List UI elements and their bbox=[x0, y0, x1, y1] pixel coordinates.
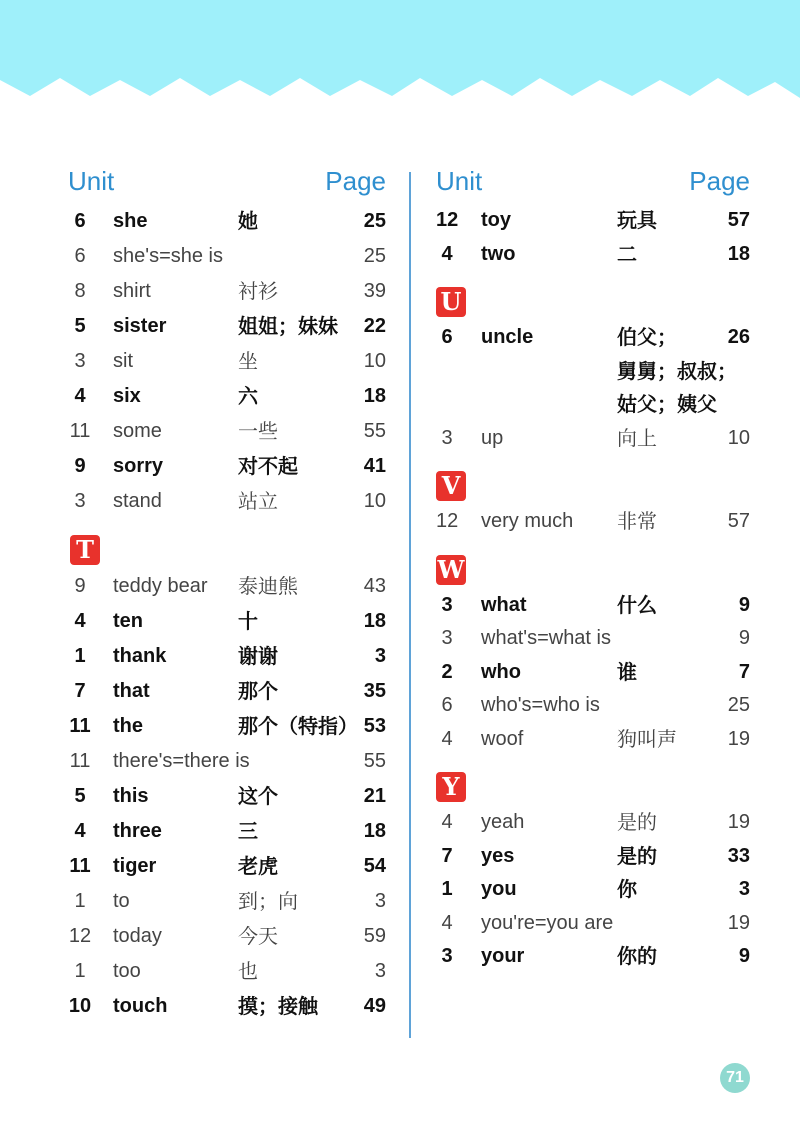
glossary-entry bbox=[68, 484, 386, 519]
glossary-entry bbox=[68, 674, 386, 709]
word: shirt bbox=[113, 280, 151, 302]
page-number: 54 bbox=[363, 855, 386, 877]
glossary-entry bbox=[68, 884, 386, 919]
letter-badge-y: Y bbox=[436, 772, 466, 802]
chinese-meaning: 三 bbox=[238, 819, 258, 843]
glossary-entry bbox=[68, 989, 386, 1024]
chinese-meaning: 也 bbox=[238, 959, 258, 983]
glossary-entry bbox=[436, 907, 750, 941]
chinese-meaning: 十 bbox=[238, 609, 258, 633]
chinese-meaning: 衬衫 bbox=[238, 279, 278, 303]
glossary-entry bbox=[436, 505, 750, 539]
unit-number: 6 bbox=[441, 326, 453, 348]
glossary-entry bbox=[68, 344, 386, 379]
word: sister bbox=[113, 315, 167, 337]
letter-section-t bbox=[68, 519, 386, 569]
page-number: 21 bbox=[363, 785, 386, 807]
glossary-entry bbox=[68, 814, 386, 849]
word: sorry bbox=[113, 455, 164, 477]
unit-number: 12 bbox=[68, 925, 92, 947]
glossary-entry bbox=[68, 414, 386, 449]
glossary-entry bbox=[68, 569, 386, 604]
word: tiger bbox=[113, 855, 157, 877]
letter-badge-u: U bbox=[436, 287, 466, 317]
glossary-entry bbox=[68, 604, 386, 639]
glossary-entry bbox=[436, 622, 750, 656]
page-number: 18 bbox=[727, 242, 750, 265]
top-zigzag-banner bbox=[0, 0, 800, 110]
chinese-meaning: 狗叫声 bbox=[617, 726, 677, 751]
word: thank bbox=[113, 645, 167, 667]
right-header bbox=[436, 166, 750, 204]
glossary-entry bbox=[436, 873, 750, 907]
chinese-meaning: 非常 bbox=[617, 509, 657, 533]
unit-number: 6 bbox=[74, 245, 86, 267]
word: three bbox=[113, 820, 162, 842]
glossary-entry bbox=[68, 239, 386, 274]
chinese-meaning: 什么 bbox=[617, 592, 657, 617]
page-number-badge: 71 bbox=[720, 1063, 750, 1093]
unit-number: 4 bbox=[74, 610, 86, 632]
unit-number: 6 bbox=[74, 210, 86, 232]
chinese-meaning: 二 bbox=[617, 241, 637, 266]
unit-number: 1 bbox=[441, 878, 453, 900]
banner-shape bbox=[0, 0, 800, 98]
glossary-entry bbox=[436, 806, 750, 840]
column-divider bbox=[409, 172, 411, 1038]
word: toy bbox=[481, 209, 511, 231]
word: the bbox=[113, 715, 143, 737]
word: she bbox=[113, 210, 148, 232]
word: uncle bbox=[481, 326, 534, 348]
glossary-entry bbox=[68, 274, 386, 309]
page-number: 10 bbox=[727, 426, 750, 449]
glossary-entry bbox=[436, 689, 750, 723]
word: today bbox=[113, 925, 162, 947]
page-number: 10 bbox=[363, 490, 386, 512]
unit-header: Unit bbox=[68, 166, 115, 196]
unit-number: 4 bbox=[441, 911, 453, 934]
chinese-line: 舅舅；叔叔； bbox=[617, 358, 737, 383]
unit-number: 6 bbox=[441, 694, 453, 716]
chinese-meaning: 站立 bbox=[238, 489, 278, 513]
page-number: 25 bbox=[727, 694, 750, 716]
chinese-meaning: 谁 bbox=[617, 659, 637, 684]
glossary-entry-uncle bbox=[436, 321, 750, 422]
glossary-entry bbox=[68, 919, 386, 954]
chinese-meaning: 泰迪熊 bbox=[238, 574, 298, 598]
glossary-entry bbox=[436, 589, 750, 623]
chinese-meaning: 老虎 bbox=[238, 854, 278, 878]
glossary-entry bbox=[68, 449, 386, 484]
page-number: 53 bbox=[363, 715, 386, 737]
unit-number: 3 bbox=[74, 490, 86, 512]
unit-number: 1 bbox=[74, 890, 86, 912]
chinese-meaning: 今天 bbox=[238, 924, 278, 948]
chinese-meaning: 她 bbox=[238, 209, 258, 233]
chinese-meaning: 到；向 bbox=[238, 889, 298, 913]
page-number: 57 bbox=[727, 209, 750, 231]
unit-number: 5 bbox=[74, 315, 86, 337]
chinese-meaning: 玩具 bbox=[617, 208, 657, 232]
glossary-entry bbox=[68, 639, 386, 674]
glossary-entry bbox=[436, 723, 750, 757]
word: you're=you are bbox=[481, 911, 614, 934]
word: ten bbox=[113, 610, 143, 632]
left-header bbox=[68, 166, 386, 204]
chinese-line: 姑父；姨父 bbox=[617, 392, 717, 416]
page-number: 22 bbox=[363, 315, 386, 337]
page-number: 57 bbox=[727, 510, 750, 532]
word: your bbox=[481, 945, 525, 967]
chinese-meaning: 你的 bbox=[617, 944, 657, 968]
page-number: 9 bbox=[738, 593, 750, 616]
left-column bbox=[68, 166, 386, 1024]
unit-number: 5 bbox=[74, 785, 86, 807]
glossary-entry bbox=[436, 840, 750, 874]
unit-number: 7 bbox=[74, 680, 86, 702]
unit-number: 4 bbox=[74, 820, 86, 842]
glossary-entry bbox=[68, 379, 386, 414]
unit-number: 10 bbox=[68, 995, 92, 1017]
unit-number: 3 bbox=[441, 593, 453, 616]
unit-number: 7 bbox=[441, 844, 453, 867]
unit-number: 3 bbox=[74, 350, 86, 372]
word: what bbox=[481, 593, 527, 616]
word: up bbox=[481, 426, 504, 449]
chinese-meaning bbox=[617, 321, 737, 422]
word: six bbox=[113, 385, 141, 407]
chinese-meaning: 那个 bbox=[238, 679, 278, 703]
unit-number: 11 bbox=[69, 855, 91, 877]
w-entry-list bbox=[436, 589, 750, 757]
page-number: 3 bbox=[738, 878, 750, 900]
word: yeah bbox=[481, 811, 525, 833]
word: this bbox=[113, 785, 149, 807]
unit-number: 11 bbox=[69, 715, 91, 737]
chinese-line: 伯父； bbox=[617, 325, 677, 349]
right-column bbox=[436, 166, 750, 974]
page-header: Page bbox=[325, 166, 386, 196]
word: to bbox=[113, 890, 130, 912]
t-entry-list-continued bbox=[436, 204, 750, 271]
unit-number: 11 bbox=[69, 750, 91, 772]
page-number: 26 bbox=[727, 326, 750, 348]
letter-section-u bbox=[436, 271, 750, 321]
unit-number: 8 bbox=[74, 280, 86, 302]
page-number: 33 bbox=[727, 844, 750, 867]
chinese-meaning: 一些 bbox=[238, 419, 278, 443]
s-entry-list bbox=[68, 204, 386, 519]
chinese-meaning: 六 bbox=[238, 384, 258, 408]
chinese-meaning: 是的 bbox=[617, 810, 657, 834]
page-number: 7 bbox=[738, 660, 750, 683]
page-number: 25 bbox=[363, 245, 386, 267]
word: who bbox=[481, 660, 521, 683]
page-number: 18 bbox=[363, 610, 386, 632]
page-number: 25 bbox=[363, 210, 386, 232]
word: touch bbox=[113, 995, 168, 1017]
glossary-entry bbox=[436, 656, 750, 690]
unit-number: 12 bbox=[436, 209, 459, 231]
unit-number: 3 bbox=[441, 426, 453, 449]
page-number: 18 bbox=[363, 385, 386, 407]
unit-number: 9 bbox=[74, 455, 86, 477]
page-number: 49 bbox=[363, 995, 386, 1017]
page-number: 55 bbox=[363, 420, 386, 442]
word: too bbox=[113, 960, 141, 982]
glossary-entry bbox=[68, 709, 386, 744]
y-entry-list bbox=[436, 806, 750, 974]
page-header: Page bbox=[689, 166, 750, 196]
word: there's=there is bbox=[113, 750, 250, 772]
unit-number: 3 bbox=[441, 945, 453, 967]
glossary-entry bbox=[436, 940, 750, 974]
chinese-meaning: 那个（特指） bbox=[238, 714, 358, 738]
glossary-entry bbox=[436, 204, 750, 238]
page-number: 3 bbox=[374, 645, 386, 667]
glossary-entry bbox=[68, 204, 386, 239]
unit-number: 1 bbox=[74, 645, 86, 667]
glossary-entry bbox=[68, 309, 386, 344]
unit-number: 4 bbox=[441, 242, 453, 265]
chinese-meaning: 这个 bbox=[238, 784, 278, 808]
word: woof bbox=[481, 727, 524, 750]
glossary-entry bbox=[436, 238, 750, 272]
word: what's=what is bbox=[481, 627, 611, 649]
unit-number: 2 bbox=[441, 660, 453, 683]
chinese-meaning: 你 bbox=[617, 877, 637, 901]
glossary-entry bbox=[68, 954, 386, 989]
unit-number: 1 bbox=[74, 960, 86, 982]
page-number: 9 bbox=[738, 627, 750, 649]
letter-section-v bbox=[436, 455, 750, 505]
page-number: 43 bbox=[363, 575, 386, 597]
chinese-meaning: 坐 bbox=[238, 349, 258, 373]
page-number: 19 bbox=[727, 811, 750, 833]
page-number: 3 bbox=[374, 890, 386, 912]
page-number: 18 bbox=[363, 820, 386, 842]
glossary-entry-up bbox=[436, 422, 750, 456]
chinese-meaning: 谢谢 bbox=[238, 644, 278, 668]
t-entry-list bbox=[68, 569, 386, 1024]
word: who's=who is bbox=[481, 694, 600, 716]
word: she's=she is bbox=[113, 245, 223, 267]
unit-number: 4 bbox=[441, 727, 453, 750]
chinese-meaning: 对不起 bbox=[238, 454, 298, 478]
page-number: 59 bbox=[363, 925, 386, 947]
page-number: 19 bbox=[727, 727, 750, 750]
unit-number: 9 bbox=[74, 575, 86, 597]
chinese-meaning: 摸；接触 bbox=[238, 994, 318, 1018]
page-number: 9 bbox=[738, 945, 750, 967]
word: teddy bear bbox=[113, 575, 208, 597]
letter-section-w bbox=[436, 539, 750, 589]
glossary-entry bbox=[68, 779, 386, 814]
glossary-entry bbox=[68, 849, 386, 884]
word: that bbox=[113, 680, 150, 702]
chinese-meaning: 姐姐；妹妹 bbox=[238, 314, 338, 338]
unit-number: 4 bbox=[441, 811, 453, 833]
word: yes bbox=[481, 844, 515, 867]
page-number: 10 bbox=[363, 350, 386, 372]
letter-badge-v: V bbox=[436, 471, 466, 501]
word: stand bbox=[113, 490, 162, 512]
letter-badge-t: T bbox=[70, 535, 100, 565]
page-number: 55 bbox=[363, 750, 386, 772]
unit-number: 12 bbox=[436, 510, 459, 532]
chinese-meaning: 向上 bbox=[617, 425, 657, 450]
letter-badge-w: W bbox=[437, 554, 465, 584]
page-number: 35 bbox=[363, 680, 386, 702]
unit-header: Unit bbox=[436, 166, 483, 196]
page-number: 41 bbox=[363, 455, 386, 477]
v-entry-list bbox=[436, 505, 750, 539]
word: you bbox=[481, 878, 517, 900]
chinese-meaning: 是的 bbox=[617, 843, 657, 868]
word: two bbox=[481, 242, 516, 265]
word: sit bbox=[113, 350, 133, 372]
page-number: 39 bbox=[363, 280, 386, 302]
word: very much bbox=[481, 510, 574, 532]
unit-number: 3 bbox=[441, 627, 453, 649]
unit-number: 11 bbox=[69, 420, 91, 442]
page-number: 19 bbox=[727, 911, 750, 934]
unit-number: 4 bbox=[74, 385, 86, 407]
page-number: 3 bbox=[374, 960, 386, 982]
glossary-entry bbox=[68, 744, 386, 779]
word: some bbox=[113, 420, 162, 442]
letter-section-y bbox=[436, 756, 750, 806]
